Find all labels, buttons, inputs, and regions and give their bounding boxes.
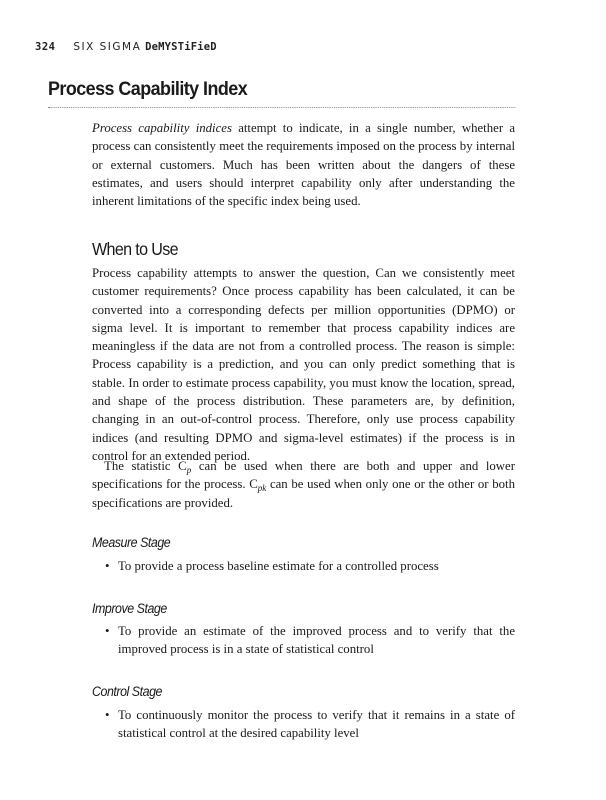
- list-item-text: To continuously monitor the process to verify that it remains in a state of statistical control at the desired capability level: [118, 708, 515, 741]
- intro-italic-lead: Process capability indices: [92, 121, 232, 135]
- intro-text: attempt to indicate, in a single number, whether a process can consistently meet the requirements imposed on the process by internal or external customers. Much has been written about the dangers of these estimates, and users should interpret capability only after understanding the inherent limitations of the specific index being used.: [92, 121, 515, 209]
- measure-stage-list: [92, 557, 515, 575]
- section-title: Process Capability Index: [48, 78, 515, 108]
- bullet-icon: •: [105, 559, 110, 573]
- list-item-text: To provide an estimate of the improved process and to verify that the improved process is in a state of statistical control: [118, 624, 515, 657]
- cp-text-1: The statistic C: [104, 459, 187, 473]
- list-item-text: To provide a process baseline estimate for a controlled process: [118, 559, 439, 573]
- page-number: 324: [35, 41, 56, 53]
- cp-text-3: can be used when only one or the other or both specifications are provided.: [92, 477, 515, 510]
- measure-stage-heading: Measure Stage: [92, 535, 171, 550]
- improve-stage-list: [92, 622, 515, 659]
- control-stage-list: [92, 706, 515, 743]
- when-to-use-heading: When to Use: [92, 239, 178, 259]
- when-to-use-paragraph-1: Process capability attempts to answer the question, Can we consistently meet customer requirements? Once process capability has been calculated, it can be converted into a corresponding defects per million opportunities (DPMO) or sigma level. It is important to remember that process capability indices are meaningless if the data are not from a controlled process. The reason is simple: Process capability is a prediction, and you can only predict something that is stable. In order to estimate process capability, you must know the location, spread, and shape of the process distribution. These parameters are, by definition, changing in an out-of-control process. Therefore, only use process capability indices (and resulting DPMO and sigma-level estimates) if the process is in control for an extended period.: [92, 266, 515, 463]
- cp-subscript: p: [186, 465, 192, 475]
- list-item: [92, 557, 515, 575]
- list-item: [92, 706, 515, 743]
- cp-text-2: can be used when there are both and upper and lower specifications for the process. C: [92, 459, 515, 492]
- book-subtitle: DeMYSTiFieD: [145, 41, 217, 53]
- bullet-icon: •: [105, 708, 110, 722]
- improve-stage-heading: Improve Stage: [92, 601, 167, 616]
- when-to-use-paragraph-2: [92, 457, 515, 512]
- running-head: [35, 41, 217, 53]
- control-stage-heading: Control Stage: [92, 684, 162, 699]
- bullet-icon: •: [105, 624, 110, 638]
- list-item: [92, 622, 515, 659]
- intro-paragraph: [92, 119, 515, 210]
- cpk-subscript: pk: [257, 483, 267, 494]
- book-title: SIX SIGMA: [73, 41, 142, 53]
